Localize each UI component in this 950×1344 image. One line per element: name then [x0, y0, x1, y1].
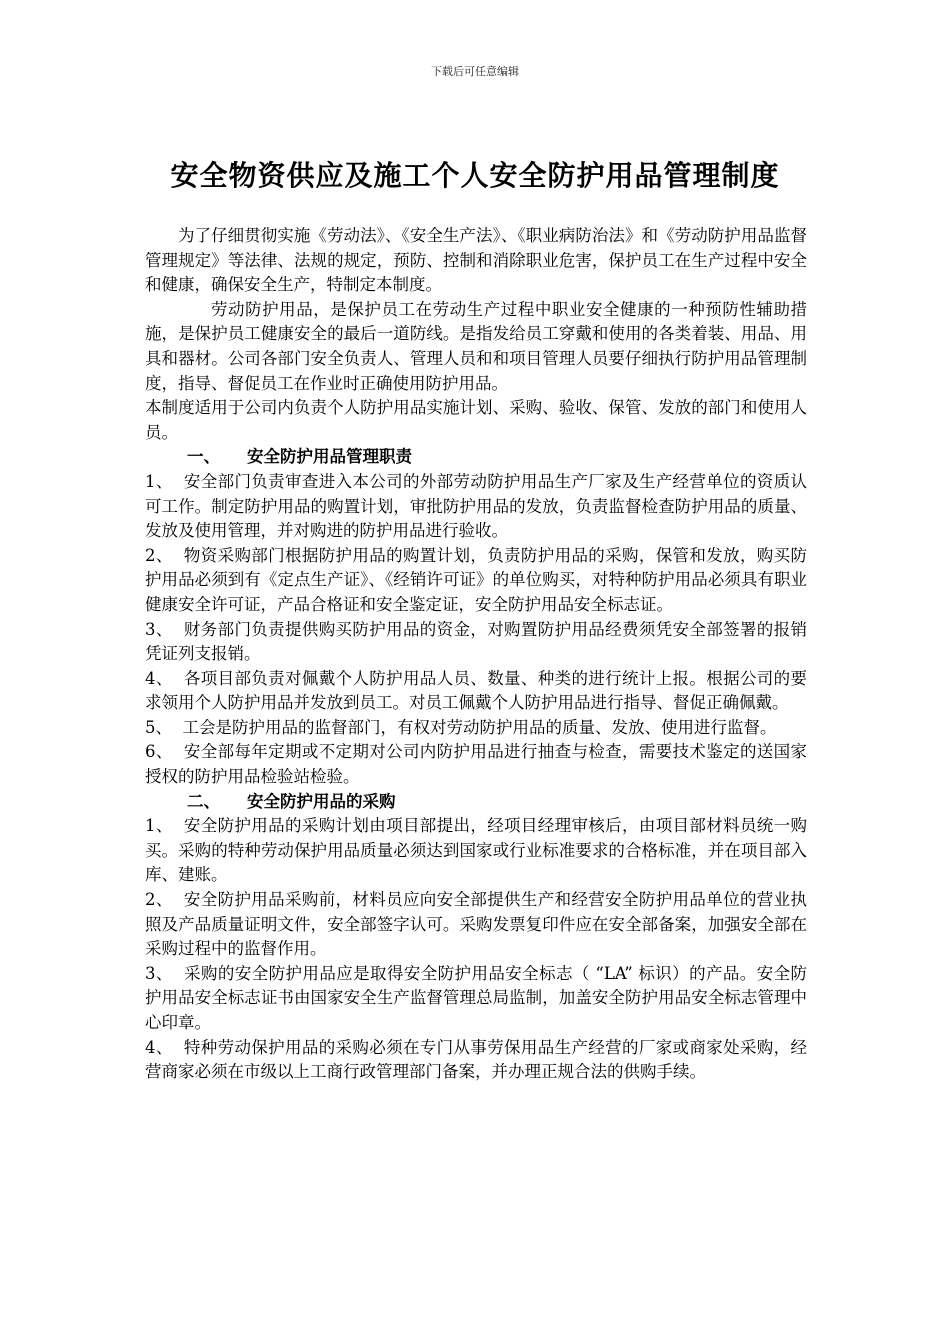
list-item: [145, 667, 807, 716]
section-title: 安全防护用品的采购: [247, 791, 396, 811]
section-number: 二、: [187, 791, 220, 811]
item-number: 4、: [145, 1037, 173, 1057]
header-note: 下载后可任意编辑: [431, 65, 519, 78]
list-item: [145, 740, 807, 789]
list-item: [145, 1036, 807, 1085]
list-item: [145, 544, 807, 618]
item-number: 5、: [145, 717, 172, 737]
item-number: 1、: [145, 471, 173, 491]
item-number: 3、: [145, 619, 173, 639]
list-item: [145, 470, 807, 544]
document-title: 安全物资供应及施工个人安全防护用品管理制度: [170, 159, 780, 192]
item-text: 安全部每年定期或不定期对公司内防护用品进行抽查与检查，需要技术鉴定的送国家授权的防护用品检验站检验。: [145, 742, 808, 787]
item-number: 4、: [145, 668, 173, 688]
item-text: 安全部门负责审查进入本公司的外部劳动防护用品生产厂家及生产经营单位的资质认可工作。制定防护用品的购置计划，审批防护用品的发放，负责监督检查防护用品的质量、发放及使用管理，并对购进的防护用品进行验收。: [145, 471, 808, 541]
list-item: [145, 962, 807, 1036]
item-number: 2、: [145, 890, 173, 910]
item-text: 特种劳动保护用品的采购必须在专门从事劳保用品生产经营的厂家或商家处采购，经营商家必须在市级以上工商行政管理部门备案，并办理正规合法的供购手续。: [145, 1037, 808, 1082]
section-heading: [145, 445, 807, 470]
item-text: 安全防护用品采购前，材料员应向安全部提供生产和经营安全防护用品单位的营业执照及产品质量证明文件，安全部签字认可。采购发票复印件应在安全部备案，加强安全部在采购过程中的监督作用。: [145, 890, 808, 959]
document-body: [145, 224, 807, 1085]
intro-paragraph: 本制度适用于公司内负责个人防护用品实施计划、采购、验收、保管、发放的部门和使用人员。: [145, 398, 807, 442]
section-title: 安全防护用品管理职责: [247, 447, 412, 467]
intro-paragraph: 劳动防护用品，是保护员工在劳动生产过程中职业安全健康的一种预防性辅助措施，是保护员工健康安全的最后一道防线。是指发给员工穿戴和使用的各类着装、用品、用具和器材。公司各部门安全负责人、管理人员和和项目管理人员要仔细执行防护用品管理制度，指导、督促员工在作业时正确使用防护用品。: [145, 299, 807, 393]
list-item: [145, 888, 807, 962]
item-text: 物资采购部门根据防护用品的购置计划，负责防护用品的采购，保管和发放，购买防护用品必须到有《定点生产证》、《经销许可证》的单位购买，对特种防护用品必须具有职业健康安全许可证，产品合格证和安全鉴定证，安全防护用品安全标志证。: [145, 545, 808, 614]
item-number: 3、: [145, 963, 173, 983]
item-text: 各项目部负责对佩戴个人防护用品人员、数量、种类的进行统计上报。根据公司的要求领用个人防护用品并发放到员工。对员工佩戴个人防护用品进行指导、督促正确佩戴。: [145, 668, 808, 713]
section-heading: [145, 790, 807, 815]
item-text: 工会是防护用品的监督部门，有权对劳动防护用品的质量、发放、使用进行监督。: [182, 717, 777, 737]
section-number: 一、: [187, 447, 220, 467]
list-item: [145, 716, 807, 741]
item-text: 财务部门负责提供购买防护用品的资金，对购置防护用品经费须凭安全部签署的报销凭证列支报销。: [145, 619, 808, 664]
item-text: 采购的安全防护用品应是取得安全防护用品安全标志（ “LA” 标识）的产品。安全防护用品安全标志证书由国家安全生产监督管理总局监制，加盖安全防护用品安全标志管理中心印章。: [145, 963, 807, 1032]
list-item: [145, 814, 807, 888]
item-number: 6、: [145, 742, 173, 762]
item-number: 1、: [145, 816, 173, 836]
list-item: [145, 618, 807, 667]
intro-paragraph: 为了仔细贯彻实施《劳动法》、《安全生产法》、《职业病防治法》和《劳动防护用品监督管理规定》等法律、法规的规定，预防、控制和消除职业危害，保护员工在生产过程中安全和健康，确保安全生产，特制定本制度。: [145, 226, 807, 295]
item-text: 安全防护用品的采购计划由项目部提出，经项目经理审核后，由项目部材料员统一购买。采购的特种劳动保护用品质量必须达到国家或行业标准要求的合格标准，并在项目部入库、建账。: [145, 816, 808, 885]
item-number: 2、: [145, 545, 173, 565]
